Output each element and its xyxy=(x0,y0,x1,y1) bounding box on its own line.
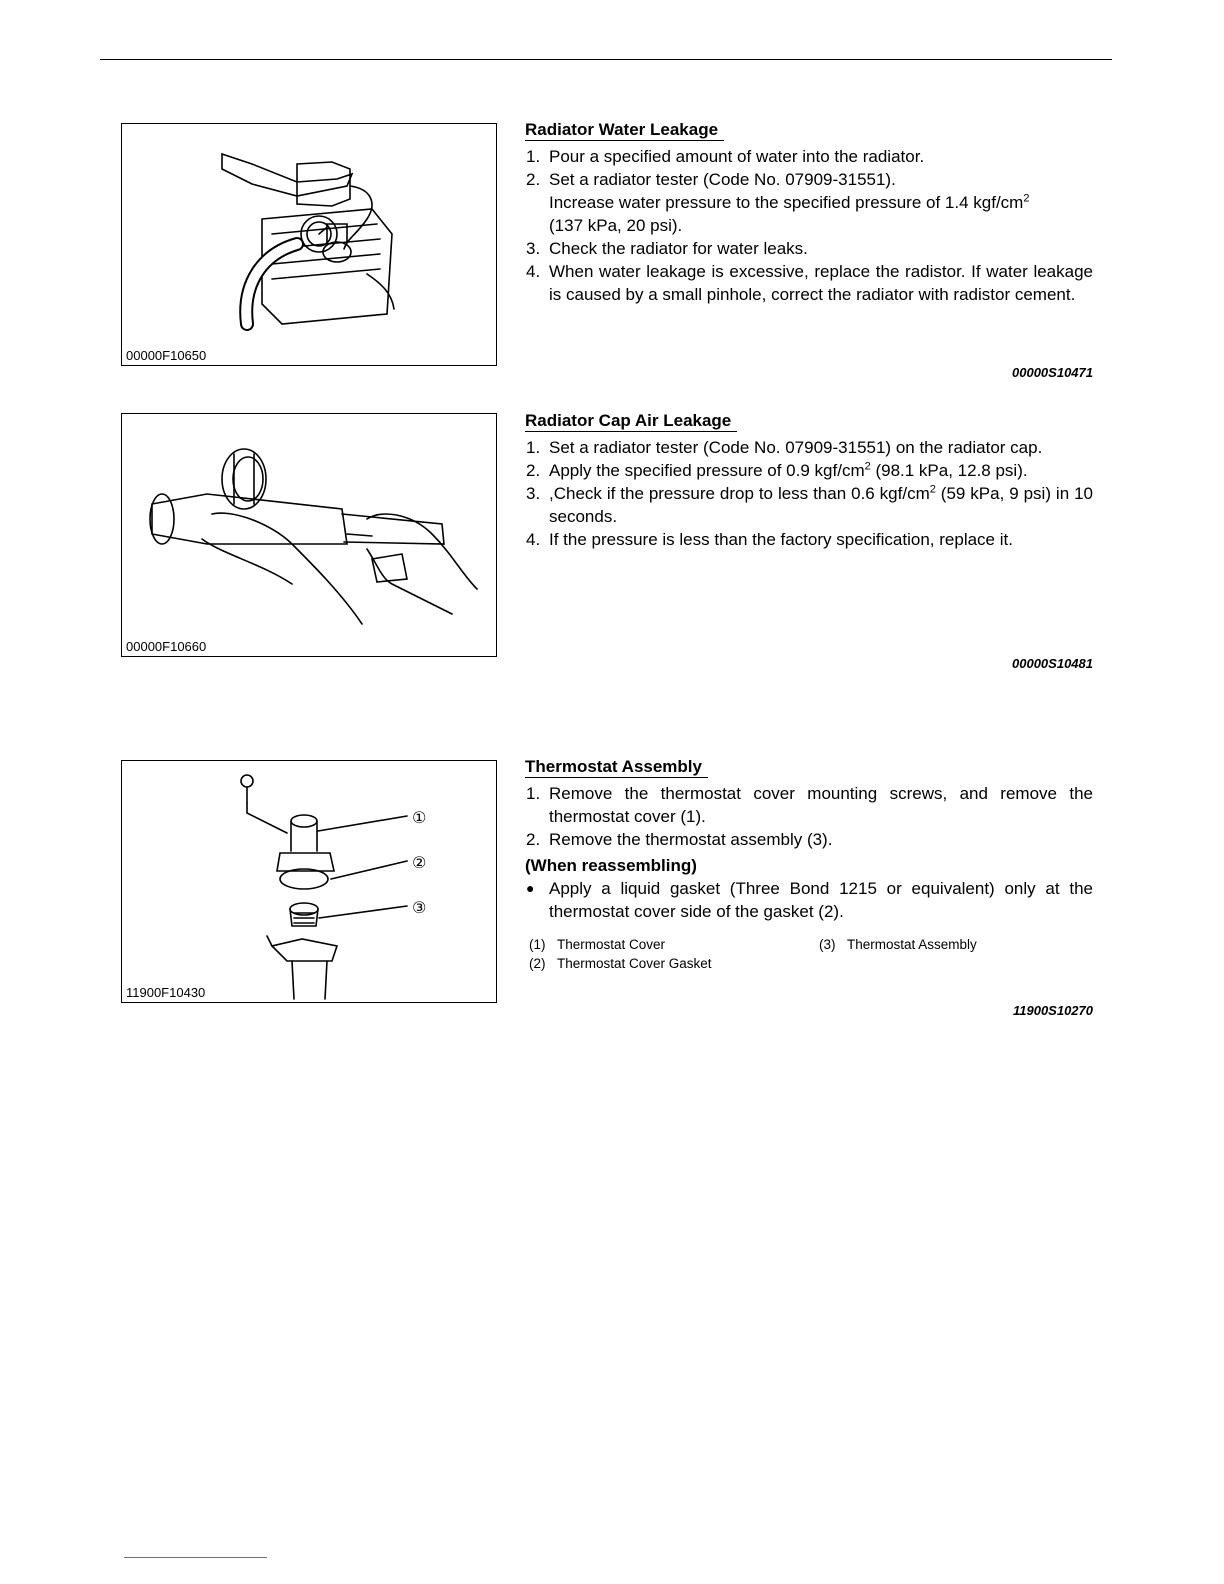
bullet-list xyxy=(525,877,1093,923)
radiator-tester-illustration xyxy=(122,124,498,367)
thermostat-exploded-illustration xyxy=(122,761,498,1004)
figure-code: 00000F10650 xyxy=(126,348,207,363)
section-title: Radiator Cap Air Leakage xyxy=(525,411,737,432)
parts-legend xyxy=(529,937,977,975)
steps-list xyxy=(525,782,1093,851)
step-item: 3. Check the radiator for water leaks. xyxy=(526,239,808,258)
reference-code: 00000S10481 xyxy=(1012,656,1093,671)
reassembling-heading: (When reassembling) xyxy=(525,856,697,875)
legend-item: (1) Thermostat Cover xyxy=(529,937,666,952)
legend-item: (2) Thermostat Cover Gasket xyxy=(529,956,712,971)
section-radiator-cap-air-leakage xyxy=(525,411,1093,551)
callout-2: ② xyxy=(412,853,427,872)
legend-row xyxy=(529,937,977,956)
figure-radiator-tester xyxy=(121,123,497,366)
section-thermostat-assembly xyxy=(525,757,1093,923)
step-item: 4. When water leakage is excessive, replace the radistor. If water leakage is caused by a small pinhole, correct the radiator with radistor cement. xyxy=(526,262,1093,304)
bullet-icon: ● xyxy=(526,880,535,896)
step-item: 2. Apply the specified pressure of 0.9 kgf/$cm^2$ (98.1 kPa, 12.8 psi). xyxy=(526,460,1028,480)
reference-code: 00000S10471 xyxy=(1012,365,1093,380)
figure-code: 00000F10660 xyxy=(126,639,207,654)
steps-list xyxy=(525,145,1093,306)
steps-list xyxy=(525,436,1093,551)
callout-1: ① xyxy=(412,808,427,827)
bullet-item: ● Apply a liquid gasket (Three Bond 1215 or equivalent) only at the thermostat cover side of the gasket (2). xyxy=(526,879,1093,921)
section-radiator-water-leakage xyxy=(525,120,1093,306)
section-title: Radiator Water Leakage xyxy=(525,120,724,141)
figure-code: 11900F10430 xyxy=(126,985,206,1000)
header-rule xyxy=(100,59,1112,60)
legend-row xyxy=(529,956,977,975)
legend-item: (3) Thermostat Assembly xyxy=(819,937,977,952)
section-title: Thermostat Assembly xyxy=(525,757,708,778)
step-item: 1. Set a radiator tester (Code No. 07909-31551) on the radiator cap. xyxy=(526,438,1043,457)
cap-tester-illustration xyxy=(122,414,498,658)
figure-cap-tester xyxy=(121,413,497,657)
step-item: 2. Remove the thermostat assembly (3). xyxy=(526,830,833,849)
figure-thermostat xyxy=(121,760,497,1003)
callout-3: ③ xyxy=(412,898,427,917)
step-item: 2. Set a radiator tester (Code No. 07909-31551). Increase water pressure to the specified pressure of 1.4 kgf/$cm^2$ (137 kPa, 20 psi). xyxy=(526,170,1030,235)
step-item: 4. If the pressure is less than the factory specification, replace it. xyxy=(526,530,1013,549)
step-item: 3. ,Check if the pressure drop to less than 0.6 kgf/$cm^2$ (59 kPa, 9 psi) in 10 seconds. xyxy=(526,483,1093,526)
footer-link-rule xyxy=(124,1557,267,1558)
step-item: 1. Pour a specified amount of water into the radiator. xyxy=(526,147,925,166)
step-item: 1. Remove the thermostat cover mounting screws, and remove the thermostat cover (1). xyxy=(526,784,1093,826)
reference-code: 11900S10270 xyxy=(1012,1003,1093,1018)
